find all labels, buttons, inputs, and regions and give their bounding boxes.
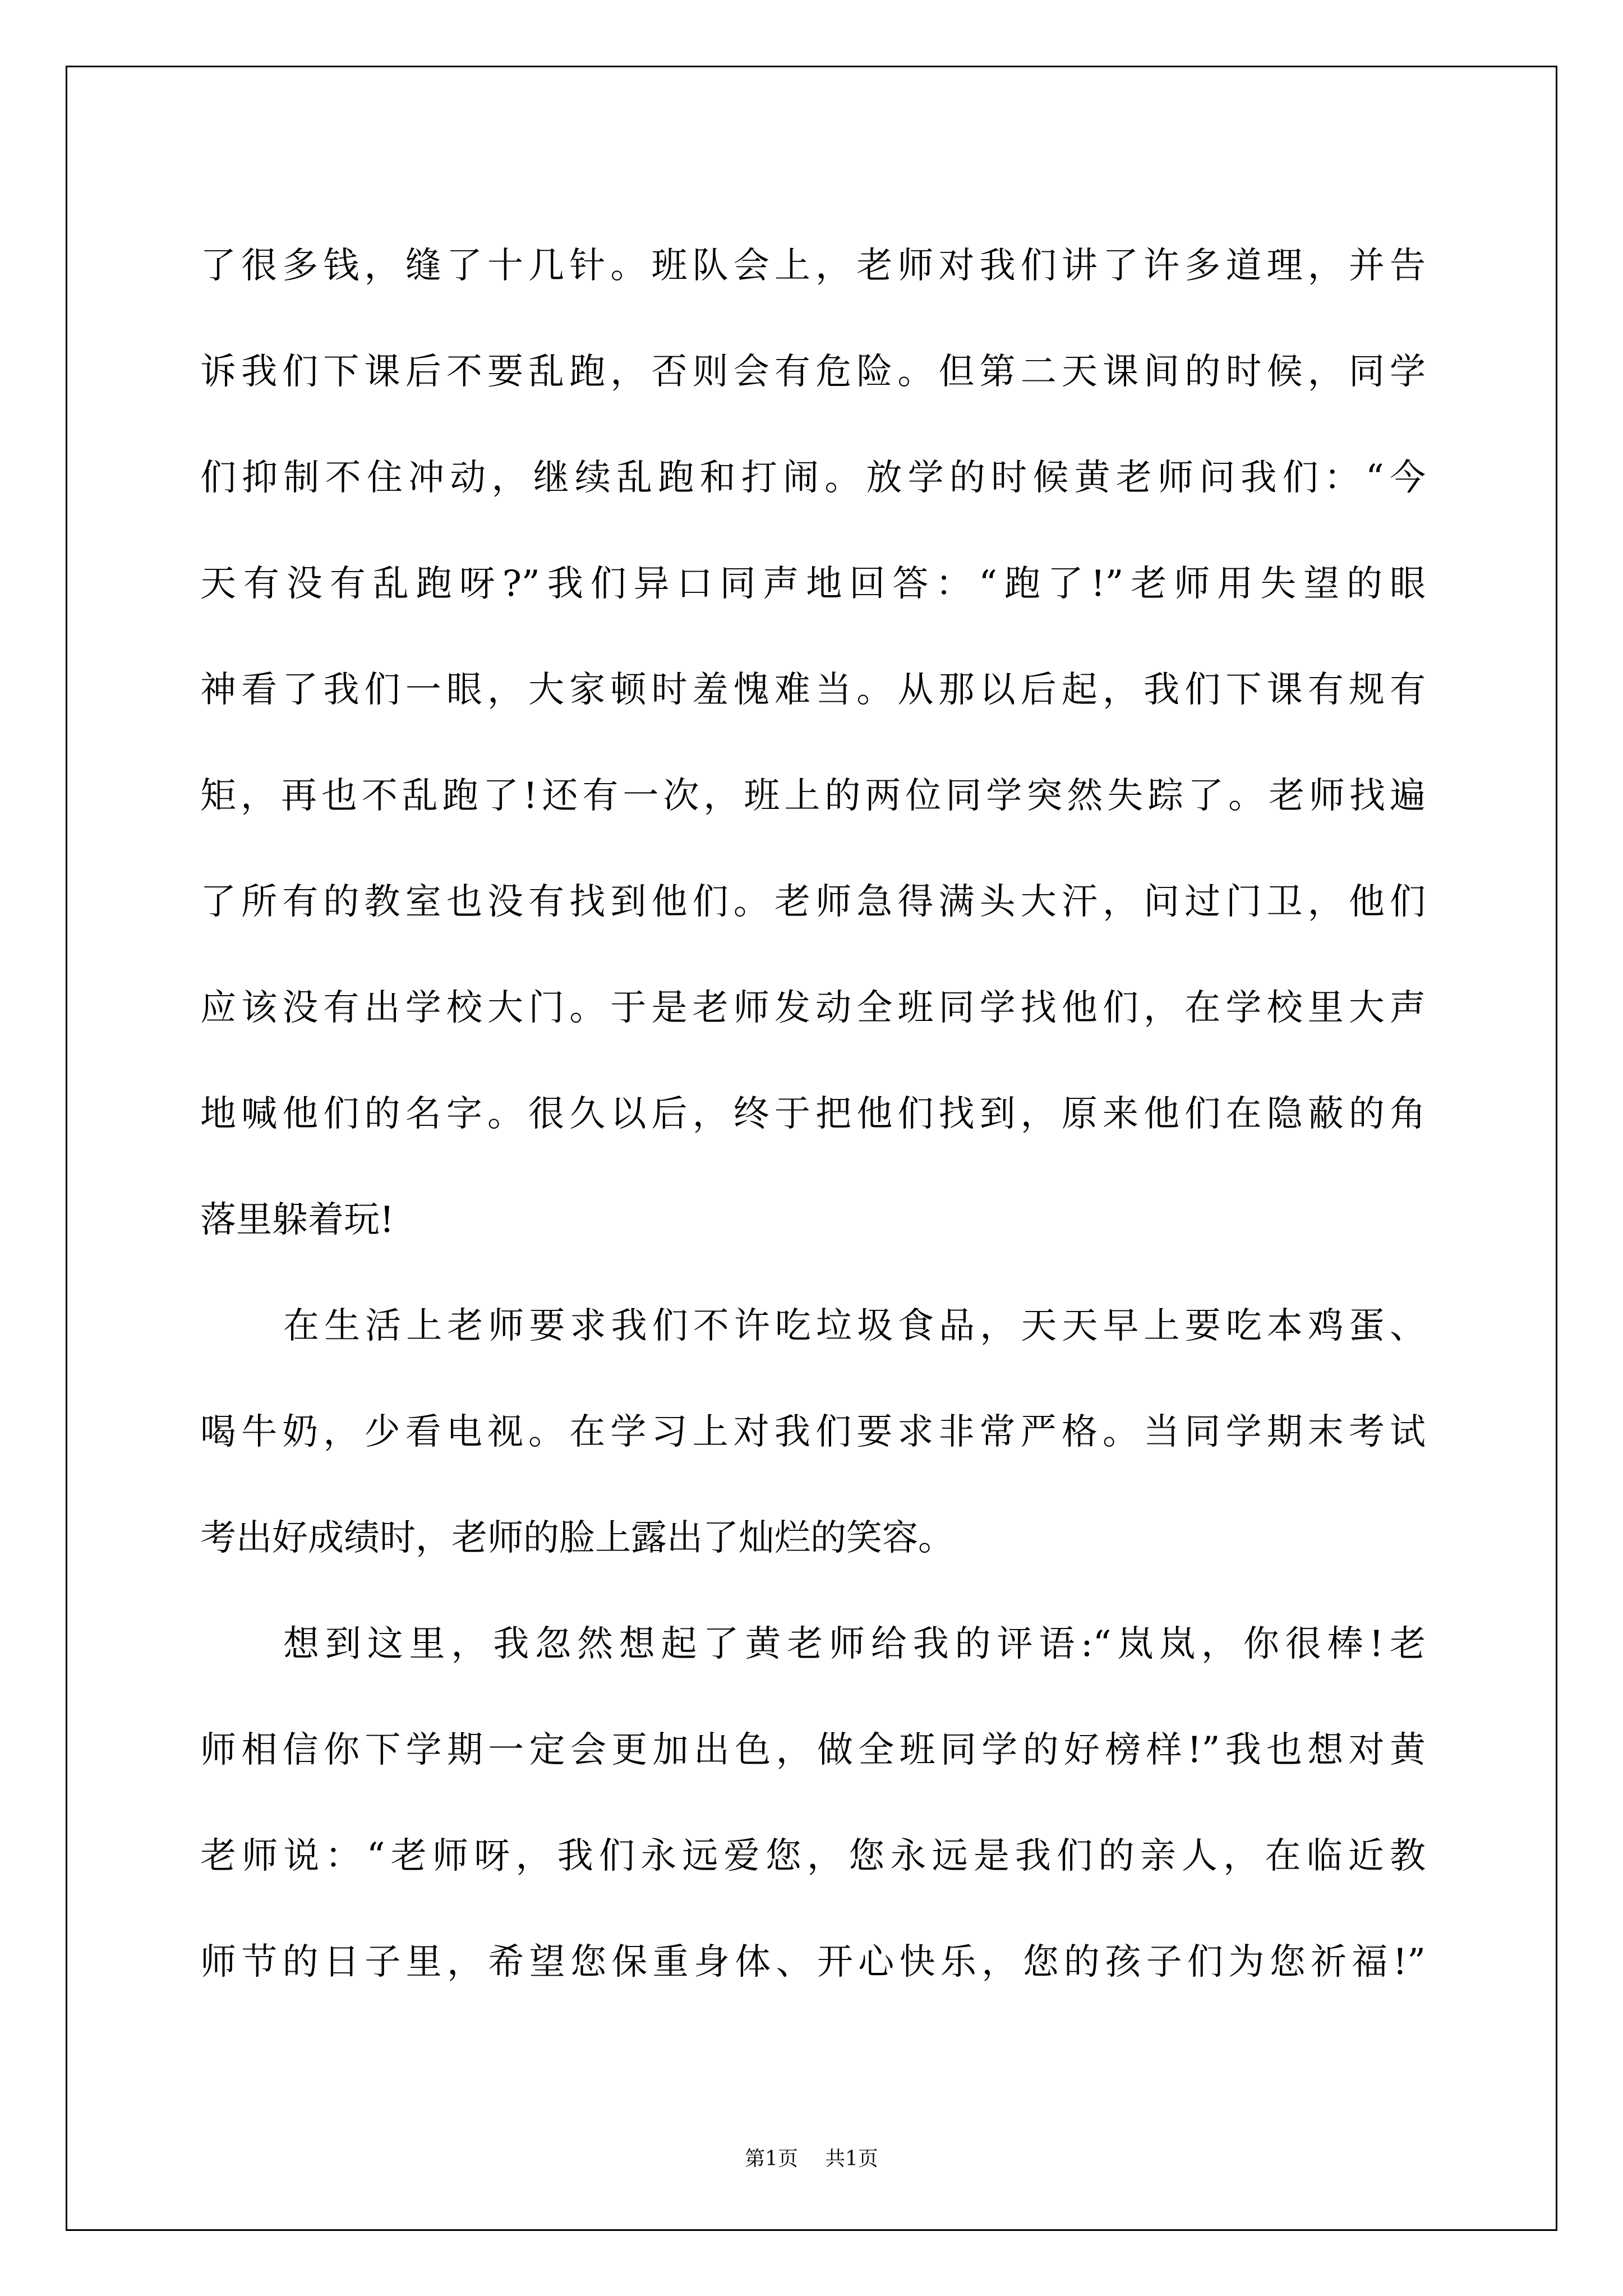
text-line: 天有没有乱跑呀?”我们异口同声地回答：“跑了!”老师用失望的眼 xyxy=(200,563,1426,605)
paragraph-first-line: 在生活上老师要求我们不许吃垃圾食品，天天早上要吃本鸡蛋、 xyxy=(283,1305,1426,1347)
text-line: 老师说：“老师呀，我们永远爱您，您永远是我们的亲人，在临近教 xyxy=(200,1835,1426,1877)
text-line: 应该没有出学校大门。于是老师发动全班同学找他们，在学校里大声 xyxy=(200,987,1426,1029)
text-line: 诉我们下课后不要乱跑，否则会有危险。但第二天课间的时候，同学 xyxy=(200,351,1426,393)
text-line: 考出好成绩时，老师的脸上露出了灿烂的笑容。 xyxy=(200,1517,954,1559)
text-line: 落里躲着玩! xyxy=(200,1199,394,1241)
document-body xyxy=(200,213,1426,2016)
text-line: 师节的日子里，希望您保重身体、开心快乐，您的孩子们为您祈福!” xyxy=(200,1941,1426,1983)
text-line: 矩，再也不乱跑了!还有一次，班上的两位同学突然失踪了。老师找遍 xyxy=(200,775,1426,817)
page-footer xyxy=(0,2143,1623,2171)
text-line: 喝牛奶，少看电视。在学习上对我们要求非常严格。当同学期末考试 xyxy=(200,1411,1426,1453)
text-line: 师相信你下学期一定会更加出色，做全班同学的好榜样!”我也想对黄 xyxy=(200,1729,1426,1771)
text-line: 们抑制不住冲动，继续乱跑和打闹。放学的时候黄老师问我们：“今 xyxy=(200,457,1426,499)
total-pages: 共1页 xyxy=(825,2147,878,2170)
text-line: 了所有的教室也没有找到他们。老师急得满头大汗，问过门卫，他们 xyxy=(200,881,1426,923)
text-line: 了很多钱，缝了十几针。班队会上，老师对我们讲了许多道理，并告 xyxy=(200,245,1426,287)
paragraph-first-line: 想到这里，我忽然想起了黄老师给我的评语:“岚岚，你很棒!老 xyxy=(283,1623,1426,1665)
text-line: 地喊他们的名字。很久以后，终于把他们找到，原来他们在隐蔽的角 xyxy=(200,1093,1426,1135)
text-line: 神看了我们一眼，大家顿时羞愧难当。从那以后起，我们下课有规有 xyxy=(200,669,1426,711)
page-number: 第1页 xyxy=(745,2147,798,2170)
